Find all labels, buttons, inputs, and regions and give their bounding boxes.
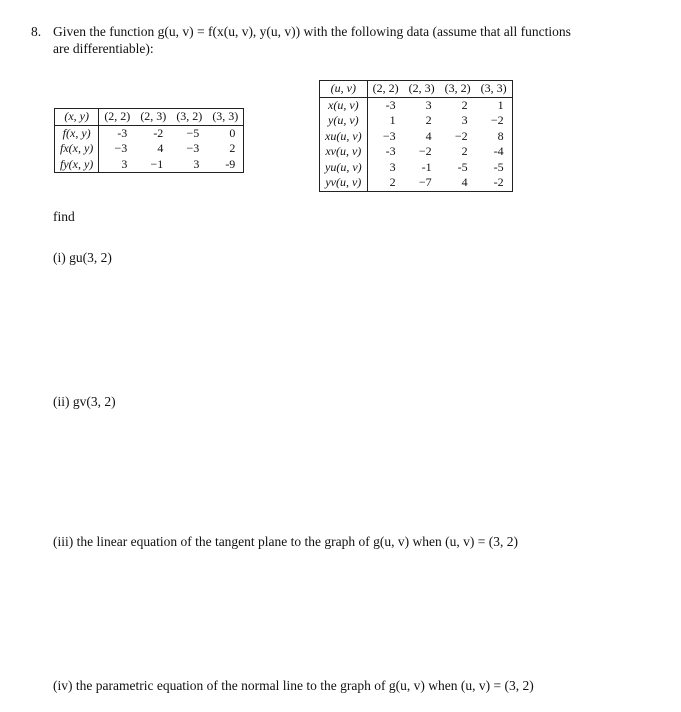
table-header-cell: (3, 3) bbox=[476, 81, 513, 98]
table-cell: −1 bbox=[150, 156, 164, 171]
table-cell: -3 bbox=[117, 125, 128, 140]
table-cell: −2 bbox=[490, 113, 504, 127]
table-cell: −2 bbox=[418, 144, 432, 158]
table-row bbox=[320, 129, 513, 145]
find-label: find bbox=[53, 209, 75, 224]
table-row bbox=[320, 144, 513, 160]
table-cell: 4 bbox=[157, 141, 164, 155]
table-cell: 3 bbox=[193, 156, 200, 171]
table-cell: -2 bbox=[493, 175, 504, 189]
row-label: y(u, v) bbox=[320, 113, 368, 129]
table-cell: 2 bbox=[461, 144, 468, 158]
table-header-cell: (2, 3) bbox=[135, 109, 171, 126]
table-row bbox=[320, 113, 513, 129]
table-cell: -5 bbox=[493, 159, 504, 174]
problem-number: 8. bbox=[31, 24, 42, 39]
part-i-prompt: (i) gu(3, 2) bbox=[53, 250, 112, 265]
table-cell: 2 bbox=[425, 113, 432, 127]
table-cell: 3 bbox=[389, 159, 396, 174]
row-label: fy(x, y) bbox=[55, 157, 99, 173]
table-header-cell: (3, 2) bbox=[440, 81, 476, 98]
row-label: x(u, v) bbox=[320, 97, 368, 113]
row-label: xv(u, v) bbox=[320, 144, 368, 160]
table-row bbox=[55, 141, 244, 157]
table-row bbox=[320, 160, 513, 176]
table-header-cell: (2, 2) bbox=[367, 81, 404, 98]
table-cell: 1 bbox=[497, 97, 504, 112]
problem-statement-line1: Given the function g(u, v) = f(x(u, v), y(u, v)) with the following data (assume that all functions bbox=[53, 24, 571, 39]
table-cell: 8 bbox=[497, 128, 504, 143]
table-header-row bbox=[320, 81, 513, 98]
table-cell: 2 bbox=[389, 175, 396, 189]
table-cell: -4 bbox=[493, 144, 504, 158]
table-row bbox=[55, 125, 244, 141]
table-row bbox=[320, 97, 513, 113]
table-cell: −2 bbox=[454, 128, 468, 143]
table-cell: -2 bbox=[153, 125, 164, 140]
table-cell: -5 bbox=[457, 159, 468, 174]
table-cell: 1 bbox=[389, 113, 396, 127]
table-row bbox=[55, 157, 244, 173]
row-label: yu(u, v) bbox=[320, 160, 368, 176]
table-cell: -9 bbox=[225, 156, 236, 171]
table-header-cell: (3, 3) bbox=[207, 109, 244, 126]
table-row bbox=[320, 175, 513, 191]
xy-values-table bbox=[319, 80, 513, 192]
table-cell: 4 bbox=[425, 128, 432, 143]
table-cell: 2 bbox=[461, 97, 468, 112]
table-cell: 0 bbox=[229, 125, 236, 140]
table-cell: -1 bbox=[421, 159, 432, 174]
table-cell: 4 bbox=[461, 175, 468, 189]
table-cell: 3 bbox=[425, 97, 432, 112]
part-iii-prompt: (iii) the linear equation of the tangent plane to the graph of g(u, v) when (u, v) = (3, 2) bbox=[53, 534, 518, 549]
table-cell: −5 bbox=[186, 125, 200, 140]
table-header-cell: (u, v) bbox=[320, 81, 368, 98]
table-cell: −7 bbox=[418, 175, 432, 189]
row-label: f(x, y) bbox=[55, 125, 99, 141]
row-label: yv(u, v) bbox=[320, 175, 368, 191]
row-label: xu(u, v) bbox=[320, 129, 368, 145]
table-cell: 3 bbox=[121, 156, 128, 171]
table-header-cell: (2, 2) bbox=[99, 109, 136, 126]
row-label: fx(x, y) bbox=[55, 141, 99, 157]
table-header-cell: (3, 2) bbox=[171, 109, 207, 126]
table-header-cell: (2, 3) bbox=[404, 81, 440, 98]
table-cell: -3 bbox=[385, 144, 396, 158]
table-cell: −3 bbox=[186, 141, 200, 155]
problem-statement-line2: are differentiable): bbox=[53, 41, 154, 56]
table-header-row bbox=[55, 109, 244, 126]
table-cell: 2 bbox=[229, 141, 236, 155]
part-iv-prompt: (iv) the parametric equation of the normal line to the graph of g(u, v) when (u, v) = (3, 2) bbox=[53, 678, 534, 693]
table-cell: −3 bbox=[114, 141, 128, 155]
table-cell: 3 bbox=[461, 113, 468, 127]
f-values-table bbox=[54, 108, 244, 173]
table-cell: −3 bbox=[382, 128, 396, 143]
table-cell: -3 bbox=[385, 97, 396, 112]
part-ii-prompt: (ii) gv(3, 2) bbox=[53, 394, 116, 409]
table-header-cell: (x, y) bbox=[55, 109, 99, 126]
